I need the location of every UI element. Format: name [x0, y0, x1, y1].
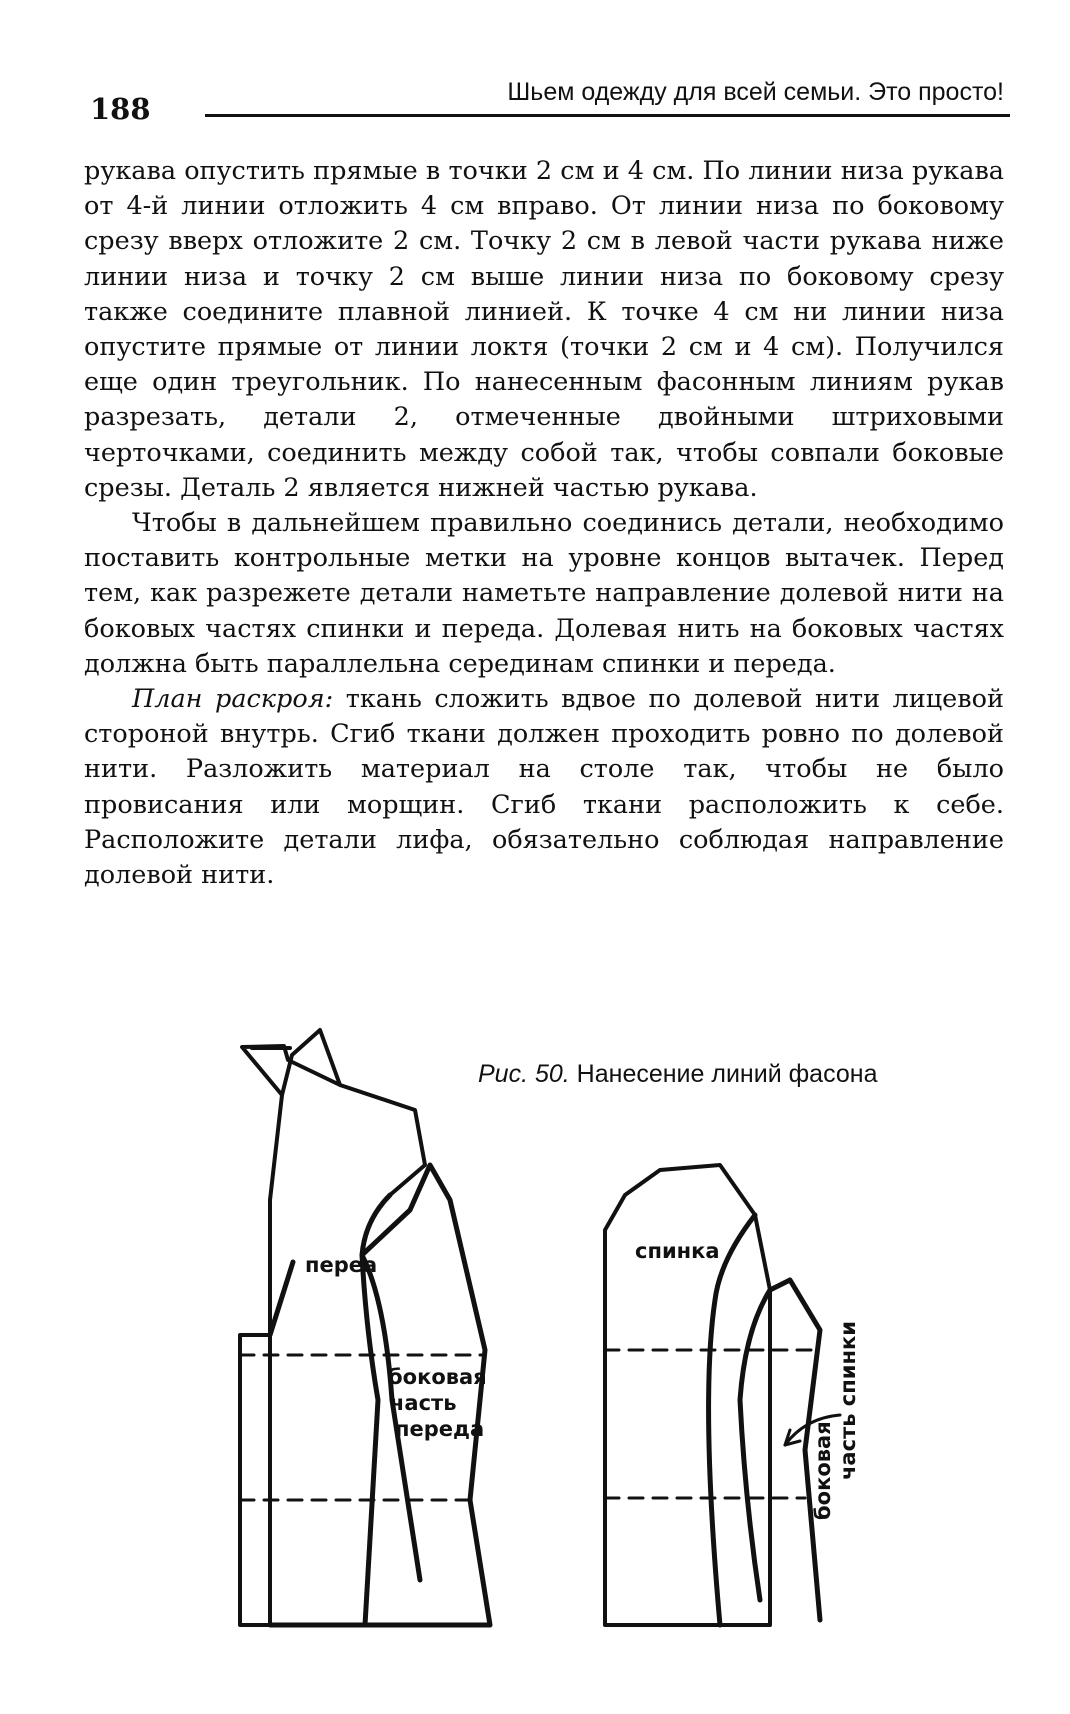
caption-lead: Рис. 50. [478, 1060, 570, 1088]
front-pattern [240, 1030, 490, 1625]
paragraph: Чтобы в дальнейшем правильно соединись детали, необходимо поставить контрольные метки на уровне концов вытачек. Перед тем, как разрежете детали наметьте направление долевой нити на боковых частях спинки и переда. Долевая нить на боковых частях должна быть параллельна серединам спинки и переда. [84, 508, 1004, 679]
label-side-front-3: переда [395, 1417, 485, 1441]
header-rule [205, 114, 1010, 117]
label-side-front-2: часть [390, 1391, 457, 1415]
label-side-back-1: боковая [811, 1421, 835, 1520]
page-number: 188 [90, 92, 151, 126]
running-title: Шьем одежду для всей семьи. Это просто! [507, 78, 1004, 106]
figure-caption [478, 1060, 877, 1089]
label-side-front-1: боковая [388, 1365, 487, 1389]
label-front: переа [305, 1253, 378, 1277]
caption-text: Нанесение линий фасона [569, 1060, 878, 1088]
paragraph: рукава опустить прямые в точки 2 см и 4 см. По линии низа рукава от 4-й линии отложить 4 см вправо. От линии низа по боковому срезу вверх отложите 2 см. Точку 2 см в левой части рукава ниже линии низа и точку 2 см выше линии низа по боковому срезу также соедините плавной линией. К точке 4 см ни линии низа опустите прямые от линии локтя (точки 2 см и 4 см). Получился еще один треугольник. По нанесенным фасонным линиям рукав разрезать, детали 2, отмеченные двойными штриховыми черточками, соединить между собой так, чтобы совпали боковые срезы. Деталь 2 является нижней частью рукава. [84, 156, 1004, 503]
paragraph-text: ткань сложить вдвое по долевой нити лицевой стороной внутрь. Сгиб ткани должен проходить ровно по долевой нити. Разложить материал на столе так, чтобы не было провисания или морщин. Сгиб ткани расположить к себе. Расположите детали лифа, обязательно соблюдая направление долевой нити. [84, 684, 1004, 891]
body-text [84, 154, 1004, 893]
paragraph [84, 682, 1004, 893]
label-side-back-2: часть спинки [836, 1321, 860, 1480]
back-pattern [605, 1165, 840, 1625]
page-header [90, 78, 1010, 128]
paragraph-lead: План раскроя: [132, 684, 334, 715]
label-back: спинка [635, 1239, 720, 1263]
